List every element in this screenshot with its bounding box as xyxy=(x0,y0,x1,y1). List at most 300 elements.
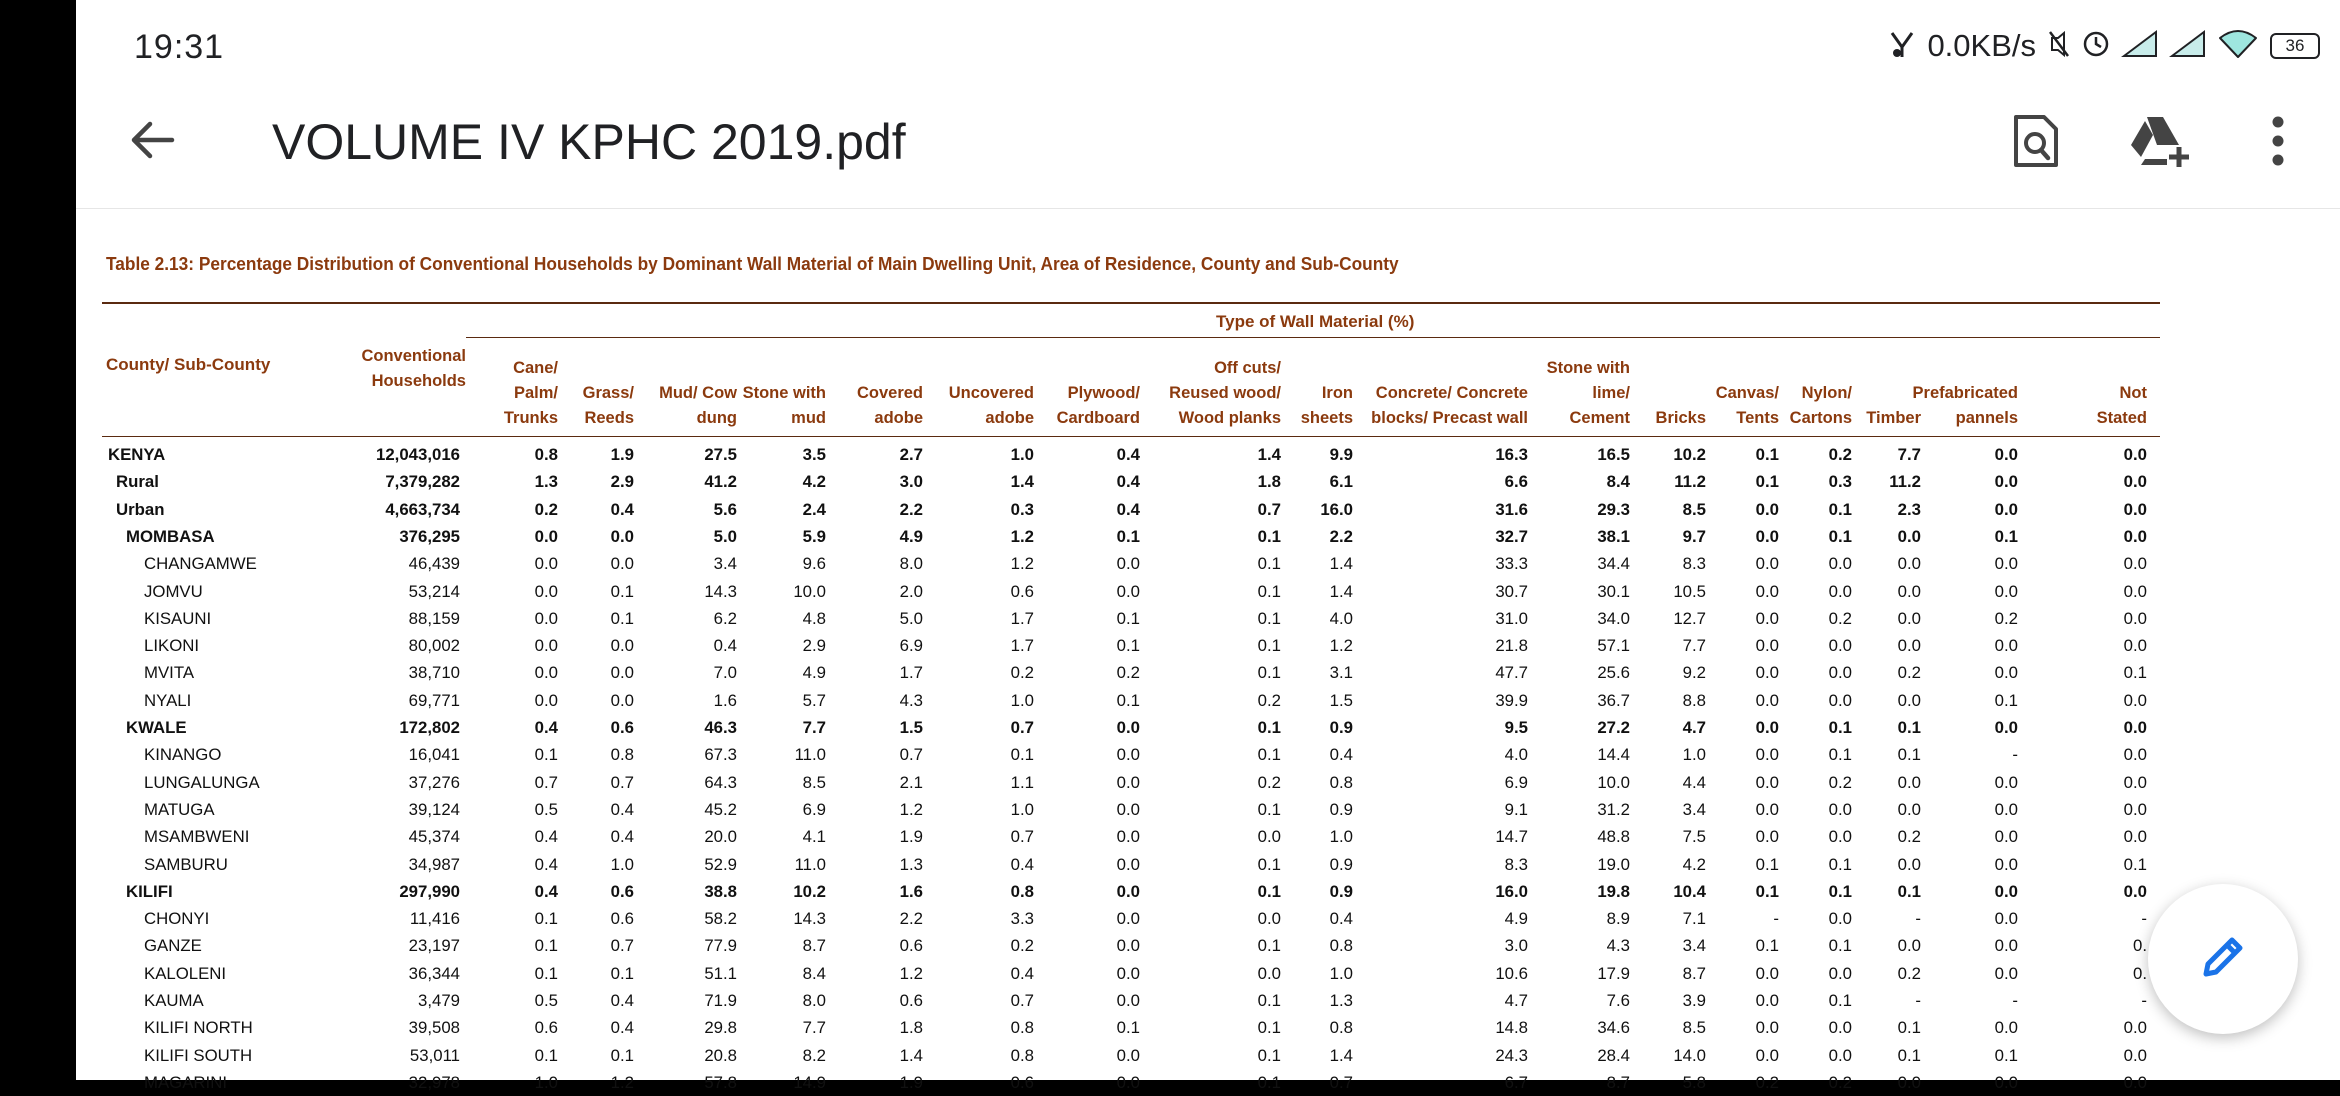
value-cell: 0.0 xyxy=(1828,663,1852,683)
pdf-page[interactable] xyxy=(76,209,2340,1092)
county-name-cell: MVITA xyxy=(144,663,195,683)
value-cell: 8.4 xyxy=(1606,472,1630,492)
material-header-line: sheets xyxy=(1300,409,1353,427)
value-cell: 0.1 xyxy=(1755,854,1779,874)
value-cell: 0.7 xyxy=(1329,1072,1353,1092)
value-cell: 0.9 xyxy=(1329,799,1353,819)
value-cell: 0.1 xyxy=(1116,1018,1140,1038)
value-cell: 7.7 xyxy=(1682,636,1706,656)
value-cell: 5.7 xyxy=(802,690,826,710)
value-cell: 0.4 xyxy=(534,718,558,737)
material-header xyxy=(1301,381,1353,431)
households-cell: 172,802 xyxy=(399,718,460,737)
battery-icon: 36 xyxy=(2270,33,2320,59)
value-cell: 0.0 xyxy=(1116,745,1140,765)
material-header-line: Bricks xyxy=(1655,409,1706,427)
value-cell: 45.2 xyxy=(704,799,737,819)
table-row xyxy=(76,1014,2176,1041)
value-cell: 0.8 xyxy=(1010,1018,1034,1038)
value-cell: 0.1 xyxy=(1257,608,1281,628)
value-cell: 3.4 xyxy=(1682,799,1706,819)
value-cell: 0.1 xyxy=(1116,608,1140,628)
material-header xyxy=(504,356,558,431)
value-cell: 0.4 xyxy=(610,1018,634,1038)
value-cell: 0.1 xyxy=(2123,663,2147,683)
value-cell: 1.4 xyxy=(1257,445,1281,464)
county-name-cell: KILIFI SOUTH xyxy=(144,1045,253,1065)
value-cell: 0.1 xyxy=(610,1045,634,1065)
households-cell: 7,379,282 xyxy=(385,472,460,492)
value-cell: 1.8 xyxy=(1257,472,1281,492)
value-cell: 0.1 xyxy=(1010,745,1034,765)
table-row xyxy=(76,632,2176,659)
status-icons xyxy=(1889,26,2320,66)
value-cell: 0.2 xyxy=(1257,690,1281,710)
value-cell: 9.5 xyxy=(1504,718,1528,737)
material-header xyxy=(583,381,634,431)
value-cell: 0.0 xyxy=(1994,881,2018,901)
find-in-document-button[interactable] xyxy=(2001,108,2071,178)
households-cell: 88,159 xyxy=(408,608,460,628)
signal-icon xyxy=(2170,30,2206,63)
headphone-signal-icon xyxy=(1889,29,1915,64)
value-cell: 0.7 xyxy=(1257,499,1281,519)
value-cell: 0.0 xyxy=(2123,1018,2147,1038)
value-cell: 0.0 xyxy=(534,690,558,710)
value-cell: 0.0 xyxy=(1257,963,1281,983)
value-cell: 0.0 xyxy=(2123,745,2147,765)
material-header-line: lime/ xyxy=(1592,384,1630,402)
value-cell: 34.0 xyxy=(1597,608,1630,628)
value-cell: 0.4 xyxy=(610,827,634,847)
value-cell: 0.0 xyxy=(1994,581,2018,601)
value-cell: 8.3 xyxy=(1682,554,1706,574)
value-cell: 0.1 xyxy=(1116,526,1140,546)
value-cell: 3.4 xyxy=(713,554,737,574)
value-cell: 0.0 xyxy=(1755,963,1779,983)
value-cell: 0.9 xyxy=(1329,854,1353,874)
value-cell: 0.0 xyxy=(1257,827,1281,847)
value-cell: 0. xyxy=(2133,963,2147,983)
value-cell: 1.6 xyxy=(899,881,923,901)
value-cell: 4.3 xyxy=(899,690,923,710)
value-cell: 0.1 xyxy=(1828,881,1852,901)
households-cell: 37,276 xyxy=(408,772,460,792)
value-cell: 2.2 xyxy=(1329,526,1353,546)
value-cell: 9.2 xyxy=(1682,663,1706,683)
value-cell: 32.7 xyxy=(1495,526,1528,546)
value-cell: 31.2 xyxy=(1597,799,1630,819)
value-cell: 67.3 xyxy=(704,745,737,765)
households-cell: 16,041 xyxy=(408,745,460,765)
alarm-icon xyxy=(2082,30,2110,63)
value-cell: 1.9 xyxy=(899,1072,923,1092)
value-cell: 0.0 xyxy=(1116,1045,1140,1065)
value-cell: 0.2 xyxy=(1010,936,1034,956)
value-cell: - xyxy=(1915,991,1921,1010)
value-cell: 0.0 xyxy=(1994,772,2018,792)
material-header-line: pannels xyxy=(1955,409,2018,427)
value-cell: 8.7 xyxy=(802,936,826,956)
value-cell: 1.0 xyxy=(610,854,634,874)
table-row xyxy=(76,659,2176,686)
county-name-cell: LIKONI xyxy=(144,636,200,656)
value-cell: 7.6 xyxy=(1606,991,1630,1010)
value-cell: 25.6 xyxy=(1597,663,1630,683)
households-cell: 45,374 xyxy=(408,827,460,847)
value-cell: 0.0 xyxy=(1994,472,2018,492)
value-cell: 0.0 xyxy=(1828,581,1852,601)
value-cell: 0.0 xyxy=(1994,963,2018,983)
county-name-cell: SAMBURU xyxy=(144,854,228,874)
county-header: County/ Sub-County xyxy=(106,355,271,374)
table-row xyxy=(76,496,2176,523)
households-cell: 376,295 xyxy=(399,526,460,546)
value-cell: 0.1 xyxy=(1257,799,1281,819)
material-header-line: Nylon/ xyxy=(1801,384,1852,402)
households-cell: 39,124 xyxy=(408,799,460,819)
value-cell: 0.0 xyxy=(610,690,634,710)
value-cell: 0.0 xyxy=(534,663,558,683)
value-cell: 4.0 xyxy=(1329,608,1353,628)
value-cell: 10.5 xyxy=(1673,581,1706,601)
value-cell: 0.0 xyxy=(2123,772,2147,792)
value-cell: 0.2 xyxy=(1257,772,1281,792)
value-cell: 0.1 xyxy=(1994,1045,2018,1065)
value-cell: 0. xyxy=(2133,936,2147,956)
households-cell: 69,771 xyxy=(408,690,460,710)
search-document-icon xyxy=(2012,113,2060,174)
table-row xyxy=(76,605,2176,632)
table-row xyxy=(76,796,2176,823)
value-cell: 77.9 xyxy=(704,936,737,956)
value-cell: 0.0 xyxy=(1257,909,1281,929)
value-cell: 14.7 xyxy=(1495,827,1528,847)
value-cell: 8.7 xyxy=(1606,1072,1630,1092)
value-cell: 0.0 xyxy=(1828,909,1852,929)
county-name-cell: CHANGAMWE xyxy=(144,554,257,574)
value-cell: 0.0 xyxy=(534,526,558,546)
value-cell: 0.4 xyxy=(1010,854,1034,874)
households-cell: 23,197 xyxy=(408,936,460,956)
households-cell: 34,987 xyxy=(408,854,460,874)
value-cell: - xyxy=(2012,991,2018,1010)
value-cell: 0.0 xyxy=(1994,636,2018,656)
value-cell: 41.2 xyxy=(704,472,737,492)
value-cell: 21.8 xyxy=(1495,636,1528,656)
households-cell: 36,344 xyxy=(408,963,460,983)
value-cell: 0.7 xyxy=(1010,718,1034,737)
county-name-cell: KENYA xyxy=(108,445,166,464)
material-header xyxy=(743,381,826,431)
county-name-cell: CHONYI xyxy=(144,909,210,929)
county-name-cell: KISAUNI xyxy=(144,608,212,628)
status-bar xyxy=(76,0,2340,90)
value-cell: 0.0 xyxy=(1755,827,1779,847)
value-cell: 1.3 xyxy=(534,472,558,492)
value-cell: 8.8 xyxy=(1682,690,1706,710)
value-cell: 0.0 xyxy=(1755,499,1779,519)
table-row xyxy=(76,468,2176,495)
pencil-icon xyxy=(2196,930,2250,989)
value-cell: 0.8 xyxy=(610,745,634,765)
value-cell: 0.7 xyxy=(610,772,634,792)
county-name-cell: KWALE xyxy=(126,718,187,737)
value-cell: 0.0 xyxy=(1828,690,1852,710)
value-cell: 0.0 xyxy=(2123,445,2147,464)
value-cell: 0.1 xyxy=(1257,1072,1281,1092)
table-row xyxy=(76,687,2176,714)
value-cell: 2.9 xyxy=(802,636,826,656)
value-cell: 0.1 xyxy=(1116,690,1140,710)
value-cell: 0.0 xyxy=(1116,772,1140,792)
value-cell: 0.0 xyxy=(1994,909,2018,929)
material-header-line: Plywood/ xyxy=(1067,384,1140,402)
value-cell: 0.1 xyxy=(1755,936,1779,956)
value-cell: 1.2 xyxy=(1329,636,1353,656)
value-cell: 38.8 xyxy=(704,881,737,901)
value-cell: 0.0 xyxy=(1755,1045,1779,1065)
value-cell: 14.3 xyxy=(793,909,826,929)
value-cell: 16.3 xyxy=(1495,445,1528,464)
add-to-drive-button[interactable] xyxy=(2125,108,2195,178)
value-cell: 0.4 xyxy=(610,499,634,519)
value-cell: 0.6 xyxy=(610,718,634,737)
type-header-rule xyxy=(466,337,2160,338)
value-cell: 4.2 xyxy=(802,472,826,492)
value-cell: 0.4 xyxy=(1116,445,1140,464)
value-cell: 0.0 xyxy=(2123,608,2147,628)
value-cell: 0.0 xyxy=(2123,799,2147,819)
value-cell: 0.2 xyxy=(534,499,558,519)
back-button[interactable] xyxy=(120,110,184,174)
value-cell: 0.0 xyxy=(1116,827,1140,847)
drive-add-icon xyxy=(2127,113,2193,174)
value-cell: 0.0 xyxy=(1994,663,2018,683)
value-cell: 0.0 xyxy=(1828,827,1852,847)
value-cell: 0.0 xyxy=(2123,581,2147,601)
value-cell: 1.4 xyxy=(1329,581,1353,601)
value-cell: 0.1 xyxy=(534,1045,558,1065)
value-cell: 7.7 xyxy=(802,718,826,737)
value-cell: 0.2 xyxy=(1828,445,1852,464)
table-row xyxy=(76,550,2176,577)
value-cell: 19.8 xyxy=(1597,881,1630,901)
value-cell: 2.2 xyxy=(899,499,923,519)
value-cell: 11.2 xyxy=(1674,472,1706,492)
value-cell: 0.0 xyxy=(534,608,558,628)
value-cell: 9.7 xyxy=(1682,526,1706,546)
county-name-cell: KAUMA xyxy=(144,991,204,1010)
material-header-line: Tents xyxy=(1736,409,1779,427)
material-header xyxy=(949,381,1034,431)
value-cell: 1.0 xyxy=(1329,963,1353,983)
value-cell: 0.0 xyxy=(1116,718,1140,737)
value-cell: 0.7 xyxy=(1010,827,1034,847)
value-cell: 7.0 xyxy=(713,663,737,683)
signal-icon xyxy=(2122,30,2158,63)
value-cell: 3.5 xyxy=(802,445,826,464)
table-row xyxy=(76,523,2176,550)
value-cell: 12.7 xyxy=(1673,608,1706,628)
material-header xyxy=(2097,381,2147,431)
value-cell: 28.4 xyxy=(1597,1045,1630,1065)
county-name-cell: NYALI xyxy=(144,690,192,710)
value-cell: 36.7 xyxy=(1597,690,1630,710)
value-cell: 3.3 xyxy=(1010,909,1034,929)
value-cell: 0.0 xyxy=(1755,526,1779,546)
households-cell: 3,479 xyxy=(418,991,460,1010)
value-cell: 0.2 xyxy=(1897,663,1921,683)
value-cell: 0.0 xyxy=(1897,608,1921,628)
value-cell: 0.0 xyxy=(2123,636,2147,656)
value-cell: 2.9 xyxy=(610,472,634,492)
net-speed: 0.0KB/s xyxy=(1927,28,2036,63)
value-cell: 39.9 xyxy=(1495,690,1528,710)
table-row xyxy=(76,851,2176,878)
value-cell: 0.6 xyxy=(610,881,634,901)
value-cell: 0.5 xyxy=(534,991,558,1010)
value-cell: 0.0 xyxy=(1755,745,1779,765)
wifi-icon xyxy=(2218,29,2258,64)
value-cell: 8.0 xyxy=(802,991,826,1010)
value-cell: 1.2 xyxy=(899,963,923,983)
value-cell: 1.2 xyxy=(610,1072,634,1092)
value-cell: 4.2 xyxy=(1682,854,1706,874)
value-cell: 71.9 xyxy=(704,991,737,1010)
value-cell: 34.4 xyxy=(1597,554,1630,574)
value-cell: 1.6 xyxy=(713,690,737,710)
material-header-line: Covered xyxy=(856,384,923,402)
value-cell: - xyxy=(2141,991,2147,1010)
edit-fab[interactable] xyxy=(2148,884,2298,1034)
value-cell: 0.1 xyxy=(1828,936,1852,956)
material-header-line: Cartons xyxy=(1789,409,1852,427)
value-cell: 0.0 xyxy=(2123,472,2147,492)
value-cell: 0.0 xyxy=(1828,636,1852,656)
value-cell: 0.6 xyxy=(610,909,634,929)
value-cell: 0.1 xyxy=(1257,554,1281,574)
material-header-line: Not xyxy=(2119,384,2147,402)
material-header-line: Reeds xyxy=(584,409,634,427)
value-cell: 0.1 xyxy=(1257,854,1281,874)
value-cell: 8.5 xyxy=(1682,499,1706,519)
value-cell: 0.8 xyxy=(1010,881,1034,901)
table-row xyxy=(76,932,2176,959)
value-cell: 3.0 xyxy=(1504,936,1528,956)
value-cell: 0.0 xyxy=(2123,499,2147,519)
value-cell: 0.0 xyxy=(1828,554,1852,574)
mute-icon xyxy=(2048,30,2070,63)
value-cell: 4.7 xyxy=(1682,718,1706,737)
value-cell: 0.1 xyxy=(534,909,558,929)
value-cell: 1.7 xyxy=(1010,608,1034,628)
value-cell: 2.7 xyxy=(899,445,923,464)
more-options-button[interactable] xyxy=(2243,108,2313,178)
value-cell: 0.1 xyxy=(1755,472,1779,492)
value-cell: 11.2 xyxy=(1889,472,1921,492)
material-header-line: dung xyxy=(696,409,737,427)
material-header-line: Reused wood/ xyxy=(1169,384,1281,402)
value-cell: 0.0 xyxy=(610,636,634,656)
value-cell: 0.1 xyxy=(1755,445,1779,464)
value-cell: 10.0 xyxy=(793,581,826,601)
value-cell: 8.7 xyxy=(1682,963,1706,983)
county-name-cell: LUNGALUNGA xyxy=(144,772,260,792)
table-row xyxy=(76,578,2176,605)
value-cell: - xyxy=(1915,909,1921,929)
value-cell: 0.4 xyxy=(1116,472,1140,492)
value-cell: 0.0 xyxy=(1994,445,2018,464)
value-cell: 1.4 xyxy=(899,1045,923,1065)
value-cell: 0.1 xyxy=(1257,526,1281,546)
value-cell: 2.2 xyxy=(899,909,923,929)
material-header-line: Mud/ Cow xyxy=(659,384,737,402)
value-cell: 0.2 xyxy=(1828,1072,1852,1092)
value-cell: 0.0 xyxy=(1897,636,1921,656)
value-cell: 10.2 xyxy=(793,881,826,901)
value-cell: 0.1 xyxy=(1257,881,1281,901)
material-header-line: Cement xyxy=(1569,409,1630,427)
material-header-line: Cardboard xyxy=(1056,409,1140,427)
table-row xyxy=(76,714,2176,741)
value-cell: 57.8 xyxy=(704,1072,737,1092)
value-cell: 2.1 xyxy=(899,772,923,792)
value-cell: 0.1 xyxy=(534,745,558,765)
value-cell: 0.8 xyxy=(1329,1018,1353,1038)
value-cell: 0.2 xyxy=(1897,827,1921,847)
value-cell: 0.0 xyxy=(1755,799,1779,819)
material-header-line: Canvas/ xyxy=(1715,384,1779,402)
value-cell: 0.1 xyxy=(1257,636,1281,656)
households-header xyxy=(361,344,466,394)
table-row xyxy=(76,441,2176,468)
value-cell: 8.5 xyxy=(802,772,826,792)
value-cell: 0.0 xyxy=(1755,581,1779,601)
value-cell: 0.1 xyxy=(1897,718,1921,737)
value-cell: 0.4 xyxy=(534,881,558,901)
value-cell: 0.0 xyxy=(1116,1072,1140,1092)
value-cell: 0.0 xyxy=(2123,1072,2147,1092)
value-cell: 0.0 xyxy=(1994,554,2018,574)
value-cell: 0.0 xyxy=(2123,526,2147,546)
value-cell: 1.4 xyxy=(1010,472,1034,492)
value-cell: 0.0 xyxy=(1755,608,1779,628)
value-cell: 0.1 xyxy=(1828,991,1852,1010)
county-name-cell: KINANGO xyxy=(144,745,222,765)
value-cell: 0.1 xyxy=(610,581,634,601)
value-cell: 0.4 xyxy=(713,636,737,656)
value-cell: 0.0 xyxy=(2123,554,2147,574)
value-cell: 0.2 xyxy=(1828,772,1852,792)
value-cell: 46.3 xyxy=(704,718,737,737)
households-cell: 46,439 xyxy=(408,554,460,574)
value-cell: 38.1 xyxy=(1597,526,1630,546)
value-cell: 31.0 xyxy=(1495,608,1528,628)
value-cell: - xyxy=(1773,909,1779,929)
value-cell: 0.4 xyxy=(610,799,634,819)
material-header-line: Grass/ xyxy=(582,384,634,402)
value-cell: 3.4 xyxy=(1682,936,1706,956)
value-cell: 0.6 xyxy=(899,936,923,956)
value-cell: 1.3 xyxy=(899,854,923,874)
value-cell: 0.0 xyxy=(1116,799,1140,819)
value-cell: 20.8 xyxy=(704,1045,737,1065)
app-bar xyxy=(76,90,2340,209)
value-cell: 0.0 xyxy=(610,663,634,683)
material-header xyxy=(857,381,923,431)
households-cell: 12,043,016 xyxy=(376,445,460,464)
